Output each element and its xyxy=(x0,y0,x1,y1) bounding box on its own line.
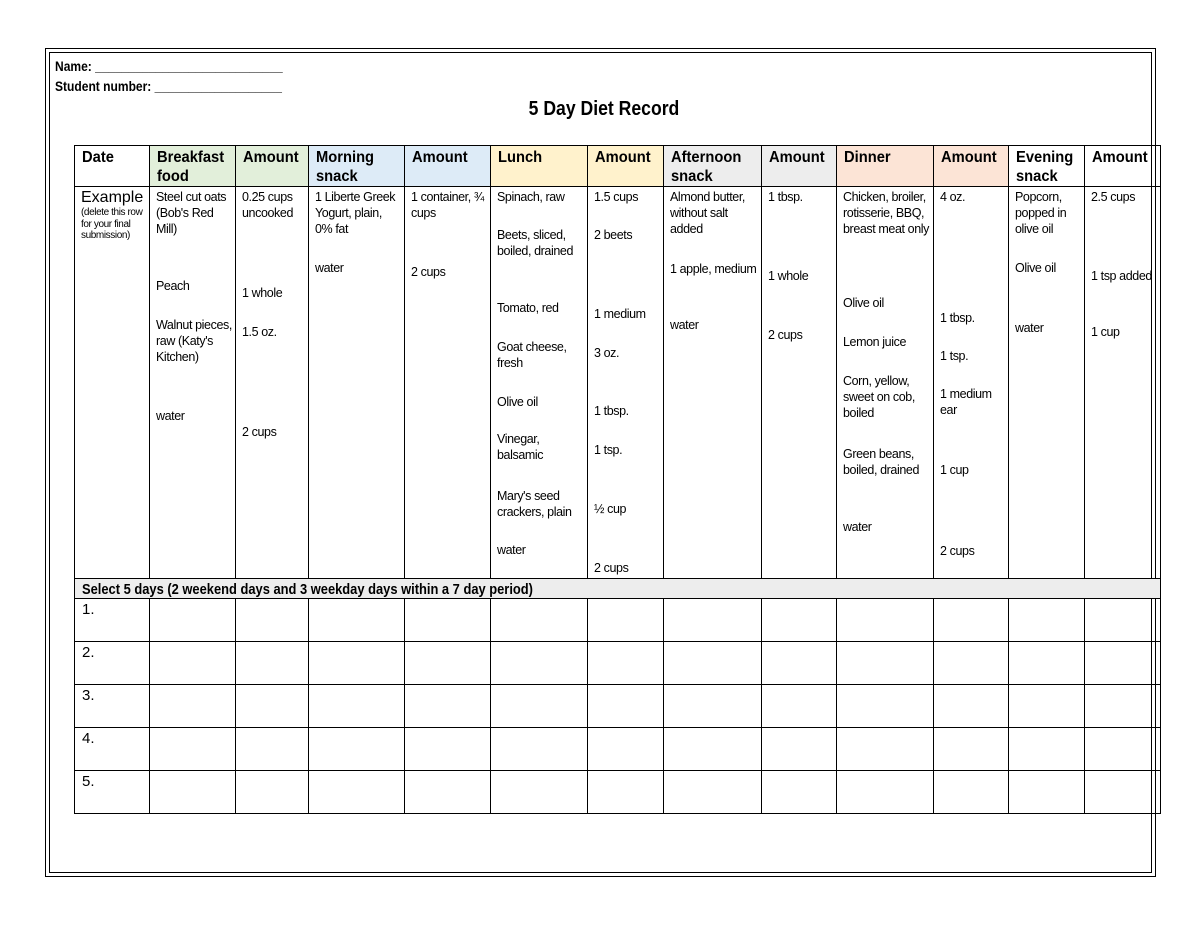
example-entry: Vinegar, balsamic xyxy=(497,432,544,462)
day-number: 5. xyxy=(75,771,150,814)
name-field-label: Name: ____________________________ xyxy=(55,58,283,74)
example-entry: 1 tsp. xyxy=(594,443,623,457)
entry-cell[interactable] xyxy=(405,642,491,685)
entry-cell[interactable] xyxy=(150,685,236,728)
example-lunch-amount-cell xyxy=(588,187,664,579)
entry-cell[interactable] xyxy=(588,685,664,728)
example-entry: Popcorn, popped in olive oil xyxy=(1015,190,1067,236)
entry-cell[interactable] xyxy=(491,771,588,814)
entry-cell[interactable] xyxy=(934,642,1009,685)
example-entry: 1 apple, medium xyxy=(670,262,757,276)
example-entry: 2 cups xyxy=(594,561,629,575)
example-entry: Mary's seed crackers, plain xyxy=(497,489,572,519)
entry-cell[interactable] xyxy=(934,599,1009,642)
entry-cell[interactable] xyxy=(1085,771,1161,814)
entry-cell[interactable] xyxy=(1085,642,1161,685)
example-date-cell xyxy=(75,187,150,579)
entry-cell[interactable] xyxy=(1009,685,1085,728)
example-dinner-cell xyxy=(837,187,934,579)
entry-cell[interactable] xyxy=(934,728,1009,771)
example-entry: 1 medium xyxy=(594,307,646,321)
entry-cell[interactable] xyxy=(837,599,934,642)
example-entry: 1 medium ear xyxy=(940,387,992,417)
entry-cell[interactable] xyxy=(664,685,762,728)
entry-cell[interactable] xyxy=(837,771,934,814)
day-number: 4. xyxy=(75,728,150,771)
entry-cell[interactable] xyxy=(664,771,762,814)
example-entry: 2 cups xyxy=(242,425,277,439)
example-breakfast-cell xyxy=(150,187,236,579)
example-entry: Goat cheese, fresh xyxy=(497,340,567,370)
example-entry: Olive oil xyxy=(1015,261,1056,275)
example-entry: water xyxy=(843,520,872,534)
day-row-5 xyxy=(75,771,1161,814)
example-entry: Corn, yellow, sweet on cob, boiled xyxy=(843,374,915,420)
example-entry: Walnut pieces, raw (Katy's Kitchen) xyxy=(156,318,232,364)
day-row-2 xyxy=(75,642,1161,685)
col-header-lunch: Lunch xyxy=(491,146,588,187)
example-entry: 0.25 cups uncooked xyxy=(242,190,294,220)
entry-cell[interactable] xyxy=(1085,728,1161,771)
example-entry: 1 cup xyxy=(940,463,969,477)
col-header-evening-amount: Amount xyxy=(1085,146,1161,187)
example-evening-cell xyxy=(1009,187,1085,579)
example-entry: water xyxy=(497,543,526,557)
example-entry: 2.5 cups xyxy=(1091,190,1136,204)
entry-cell[interactable] xyxy=(150,728,236,771)
col-header-breakfast-amount: Amount xyxy=(236,146,309,187)
example-entry: water xyxy=(670,318,699,332)
entry-cell[interactable] xyxy=(309,728,405,771)
entry-cell[interactable] xyxy=(762,728,837,771)
entry-cell[interactable] xyxy=(762,685,837,728)
page-title: 5 Day Diet Record xyxy=(529,98,680,120)
example-entry: 1.5 oz. xyxy=(242,325,277,339)
student-number-field-label: Student number: ___________________ xyxy=(55,78,282,94)
example-morning-cell xyxy=(309,187,405,579)
entry-cell[interactable] xyxy=(150,771,236,814)
entry-cell[interactable] xyxy=(309,771,405,814)
entry-cell[interactable] xyxy=(588,771,664,814)
entry-cell[interactable] xyxy=(588,728,664,771)
entry-cell[interactable] xyxy=(837,685,934,728)
col-header-lunch-amount: Amount xyxy=(588,146,664,187)
entry-cell[interactable] xyxy=(491,642,588,685)
example-entry: 1.5 cups xyxy=(594,190,639,204)
example-entry: 3 oz. xyxy=(594,346,620,360)
example-entry: 1 tbsp. xyxy=(940,311,975,325)
example-entry: 2 cups xyxy=(411,265,446,279)
col-header-afternoon-amount: Amount xyxy=(762,146,837,187)
entry-cell[interactable] xyxy=(405,771,491,814)
entry-cell[interactable] xyxy=(236,642,309,685)
example-breakfast-amount-cell xyxy=(236,187,309,579)
col-header-morning-snack: Morning snack xyxy=(309,146,405,187)
entry-cell[interactable] xyxy=(1009,728,1085,771)
day-row-3 xyxy=(75,685,1161,728)
entry-cell[interactable] xyxy=(236,728,309,771)
entry-cell[interactable] xyxy=(150,642,236,685)
example-entry: Spinach, raw xyxy=(497,190,565,204)
entry-cell[interactable] xyxy=(236,771,309,814)
example-entry: 1 Liberte Greek Yogurt, plain, 0% fat xyxy=(315,190,396,236)
entry-cell[interactable] xyxy=(309,642,405,685)
day-number: 1. xyxy=(75,599,150,642)
example-entry: Olive oil xyxy=(843,296,884,310)
entry-cell[interactable] xyxy=(491,728,588,771)
example-entry: 2 cups xyxy=(768,328,803,342)
example-entry: Olive oil xyxy=(497,395,538,409)
example-entry: 4 oz. xyxy=(940,190,966,204)
entry-cell[interactable] xyxy=(405,599,491,642)
example-entry: Green beans, boiled, drained xyxy=(843,447,920,477)
day-number: 2. xyxy=(75,642,150,685)
entry-cell[interactable] xyxy=(236,685,309,728)
entry-cell[interactable] xyxy=(762,642,837,685)
example-note: (delete this row for your final submission) xyxy=(81,207,143,241)
example-entry: 2 cups xyxy=(940,544,975,558)
entry-cell[interactable] xyxy=(664,599,762,642)
entry-cell[interactable] xyxy=(837,728,934,771)
example-entry: water xyxy=(315,261,344,275)
col-header-dinner-amount: Amount xyxy=(934,146,1009,187)
entry-cell[interactable] xyxy=(1009,771,1085,814)
col-header-morning-amount: Amount xyxy=(405,146,491,187)
example-entry: water xyxy=(1015,321,1044,335)
example-entry: 1 tsp. xyxy=(940,349,969,363)
example-entry: Lemon juice xyxy=(843,335,907,349)
day-row-4 xyxy=(75,728,1161,771)
entry-cell[interactable] xyxy=(1085,685,1161,728)
entry-cell[interactable] xyxy=(837,642,934,685)
entry-cell[interactable] xyxy=(1085,599,1161,642)
example-morning-amount-cell xyxy=(405,187,491,579)
entry-cell[interactable] xyxy=(405,728,491,771)
entry-cell[interactable] xyxy=(1009,642,1085,685)
example-entry: 1 container, ¾ cups xyxy=(411,190,484,220)
col-header-breakfast: Breakfast food xyxy=(150,146,236,187)
day-row-1 xyxy=(75,599,1161,642)
example-row xyxy=(75,187,1161,579)
example-entry: Chicken, broiler, rotisserie, BBQ, breast meat only xyxy=(843,190,930,236)
example-entry: Almond butter, without salt added xyxy=(670,190,746,236)
col-header-afternoon-snack: Afternoon snack xyxy=(664,146,762,187)
example-entry: Beets, sliced, boiled, drained xyxy=(497,228,574,258)
entry-cell[interactable] xyxy=(664,728,762,771)
example-entry: Steel cut oats (Bob's Red Mill) xyxy=(156,190,227,236)
entry-cell[interactable] xyxy=(588,642,664,685)
entry-cell[interactable] xyxy=(309,599,405,642)
col-header-evening-snack: Evening snack xyxy=(1009,146,1085,187)
example-entry: 1 cup xyxy=(1091,325,1120,339)
example-label: Example xyxy=(81,189,144,206)
col-header-dinner: Dinner xyxy=(837,146,934,187)
example-lunch-cell xyxy=(491,187,588,579)
example-entry: 1 tbsp. xyxy=(594,404,629,418)
example-afternoon-amount-cell xyxy=(762,187,837,579)
entry-cell[interactable] xyxy=(762,771,837,814)
example-entry: 1 tbsp. xyxy=(768,190,803,204)
entry-cell[interactable] xyxy=(309,685,405,728)
diet-record-table xyxy=(74,145,1161,814)
day-number: 3. xyxy=(75,685,150,728)
entry-cell[interactable] xyxy=(236,599,309,642)
example-afternoon-cell xyxy=(664,187,762,579)
entry-cell[interactable] xyxy=(762,599,837,642)
entry-cell[interactable] xyxy=(588,599,664,642)
entry-cell[interactable] xyxy=(150,599,236,642)
example-entry: water xyxy=(156,409,185,423)
entry-cell[interactable] xyxy=(1009,599,1085,642)
example-entry: Tomato, red xyxy=(497,301,559,315)
example-evening-amount-cell xyxy=(1085,187,1161,579)
example-entry: 1 whole xyxy=(768,269,809,283)
entry-cell[interactable] xyxy=(491,685,588,728)
example-entry: 1 whole xyxy=(242,286,283,300)
select-days-row xyxy=(75,579,1161,599)
example-entry: 2 beets xyxy=(594,228,633,242)
entry-cell[interactable] xyxy=(491,599,588,642)
header-row xyxy=(75,146,1161,187)
select-days-instruction: Select 5 days (2 weekend days and 3 weekday days within a 7 day period) xyxy=(75,579,1161,599)
col-header-date: Date xyxy=(75,146,150,187)
example-entry: 1 tsp added xyxy=(1091,269,1152,283)
example-entry: ½ cup xyxy=(594,502,627,516)
entry-cell[interactable] xyxy=(934,685,1009,728)
example-dinner-amount-cell xyxy=(934,187,1009,579)
entry-cell[interactable] xyxy=(934,771,1009,814)
entry-cell[interactable] xyxy=(405,685,491,728)
example-entry: Peach xyxy=(156,279,190,293)
entry-cell[interactable] xyxy=(664,642,762,685)
